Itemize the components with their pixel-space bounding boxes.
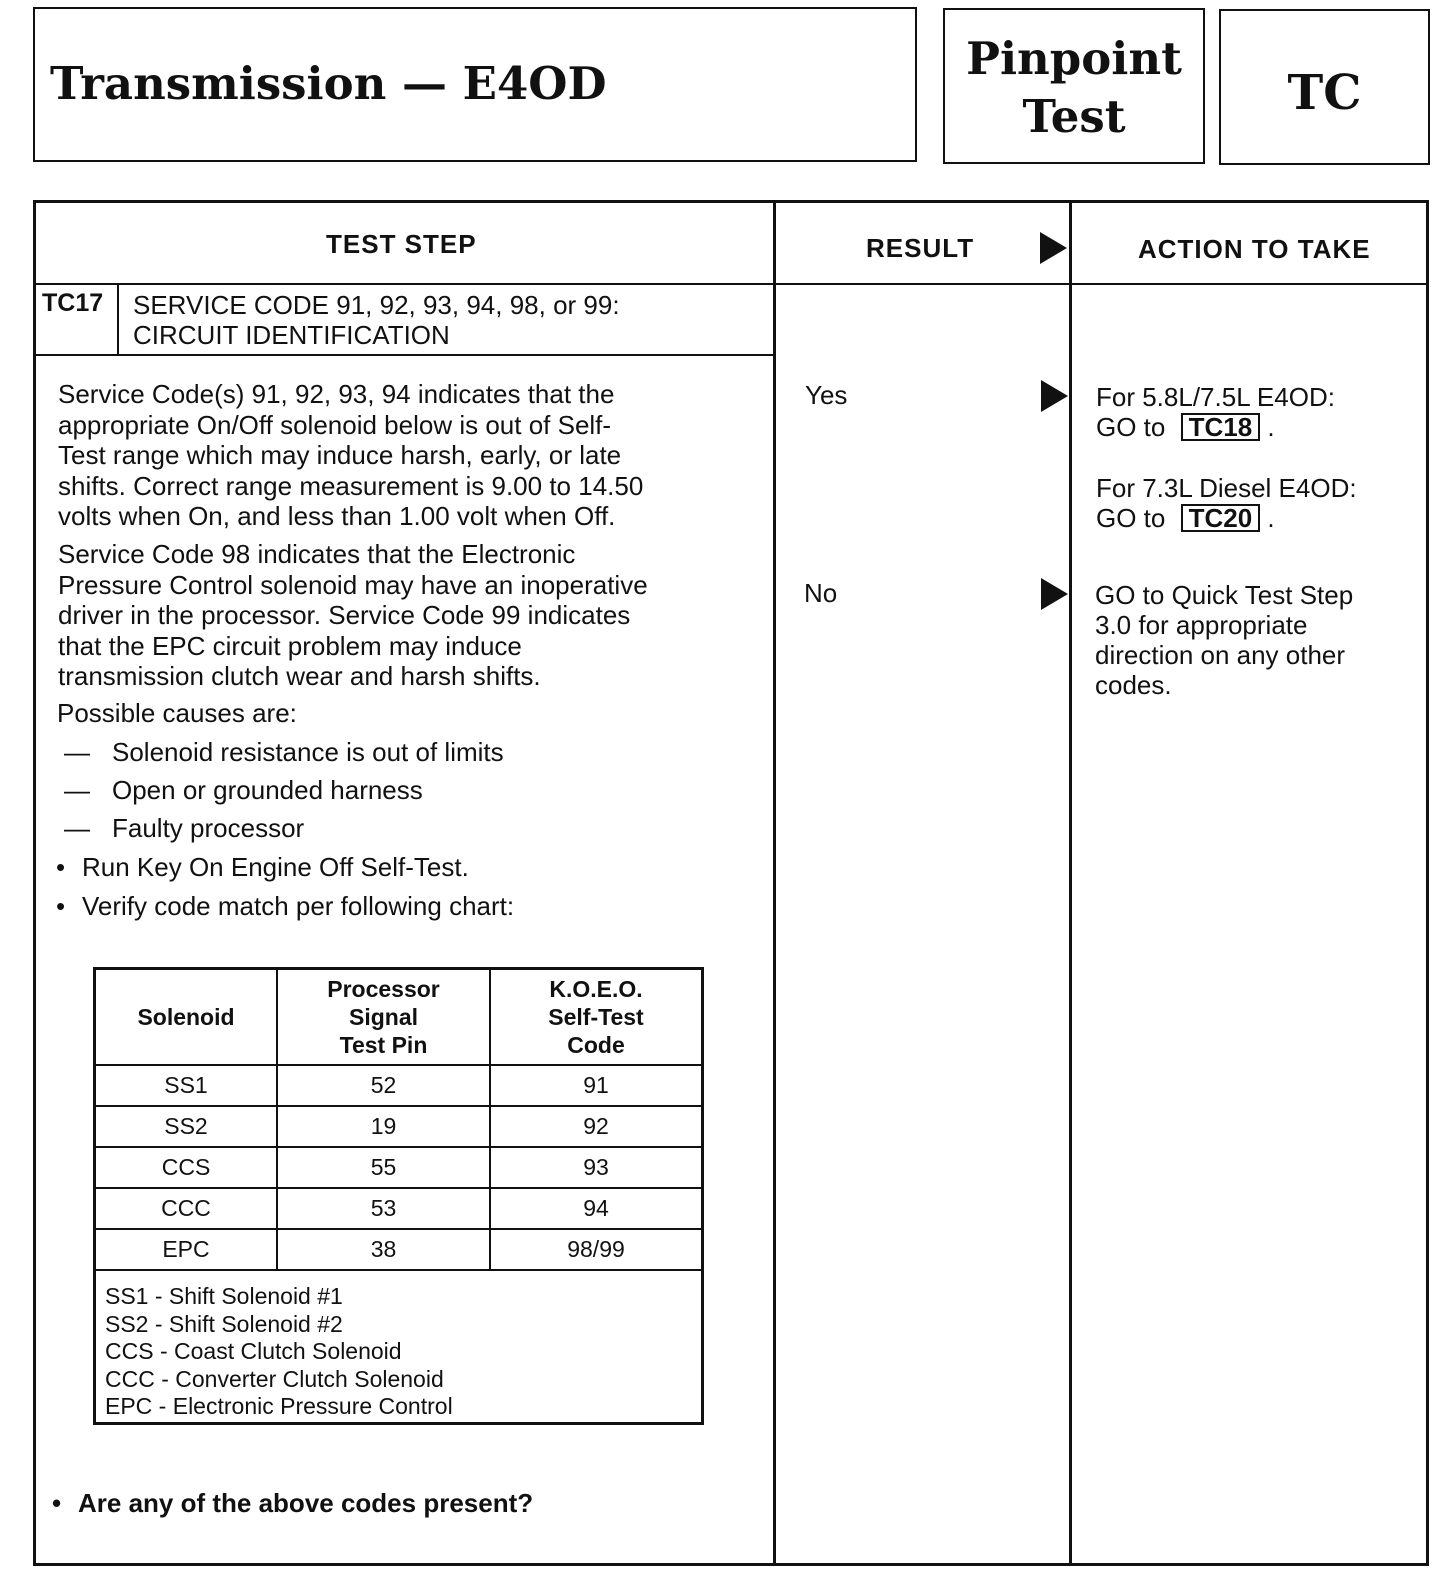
action-yes-1-text: For 5.8L/7.5L E4OD: [1096, 382, 1335, 412]
action-yes-2-text: For 7.3L Diesel E4OD: [1096, 473, 1357, 503]
para1-line: volts when On, and less than 1.00 volt when Off. [58, 501, 616, 531]
cause-item [64, 813, 304, 844]
header-line: Code [567, 1032, 625, 1058]
test-type-box [943, 8, 1205, 164]
para1-line: shifts. Correct range measurement is 9.00 to 14.50 [58, 470, 644, 501]
cell-code: 98/99 [490, 1229, 701, 1270]
cell-solenoid: SS2 [96, 1106, 277, 1147]
para2-line: Pressure Control solenoid may have an inoperative [58, 569, 648, 600]
legend-item: CCS - Coast Clutch Solenoid [105, 1338, 402, 1364]
para2-line: Service Code 98 indicates that the Electronic [58, 539, 576, 569]
col-header-test-pin [277, 970, 490, 1065]
step-id-divider [117, 285, 119, 354]
column-divider-result [773, 203, 776, 1563]
col-header-action: ACTION TO TAKE [1138, 234, 1371, 264]
chart-legend [105, 1283, 453, 1421]
cell-test-pin: 53 [277, 1188, 490, 1229]
table-header-row [96, 970, 701, 1065]
cell-test-pin: 55 [277, 1147, 490, 1188]
header-title-box [33, 7, 917, 162]
go-to-text: GO to [1096, 503, 1166, 533]
header-line: Signal [348, 1004, 418, 1030]
result-no: No [804, 578, 838, 608]
action-text: Run Key On Engine Off Self-Test. [82, 852, 469, 882]
action-no-line: codes. [1095, 670, 1172, 700]
header-row-divider [36, 283, 1426, 285]
legend-item: SS2 - Shift Solenoid #2 [105, 1310, 343, 1337]
column-divider-action [1069, 203, 1072, 1563]
description-paragraph-1 [58, 379, 738, 532]
section-code: TC [1287, 65, 1362, 121]
cause-text: Solenoid resistance is out of limits [112, 737, 504, 767]
cell-test-pin: 38 [277, 1229, 490, 1270]
step-id: TC17 [42, 289, 104, 317]
table-row [96, 1188, 701, 1229]
header-line: K.O.E.O. [549, 976, 643, 1002]
legend-item: EPC - Electronic Pressure Control [105, 1393, 453, 1419]
test-type-line2: Test [1022, 90, 1126, 143]
cause-text: Faulty processor [112, 813, 305, 843]
cell-test-pin: 19 [277, 1106, 490, 1147]
para2-line: that the EPC circuit problem may induce [58, 630, 522, 661]
page-title: Transmission — E4OD [50, 57, 607, 110]
col-header-result: RESULT [866, 233, 975, 263]
para2-line: transmission clutch wear and harsh shifts. [58, 661, 541, 691]
solenoid-code-chart [93, 967, 704, 1425]
cause-text: Open or grounded harness [112, 775, 423, 805]
action-no-line: 3.0 for appropriate [1095, 610, 1308, 640]
period: . [1267, 412, 1275, 442]
action-yes-1-go [1096, 412, 1275, 442]
tc18-link[interactable]: TC18 [1181, 413, 1261, 441]
action-no-line: direction on any other [1095, 640, 1346, 670]
cell-solenoid: SS1 [96, 1065, 277, 1106]
step-title-line2: CIRCUIT IDENTIFICATION [133, 320, 450, 350]
cell-code: 94 [490, 1188, 701, 1229]
table-row [96, 1147, 701, 1188]
tc20-link[interactable]: TC20 [1181, 504, 1261, 532]
para1-line: Test range which may induce harsh, early, or late [58, 440, 622, 470]
cause-item [64, 737, 504, 768]
action-bullet [56, 891, 514, 922]
cell-code: 93 [490, 1147, 701, 1188]
result-yes: Yes [805, 380, 848, 410]
bullet-icon: • [52, 1488, 62, 1518]
question-text: Are any of the above codes present? [78, 1488, 534, 1518]
bullet-icon: • [56, 891, 66, 921]
test-type-line1: Pinpoint [966, 32, 1182, 85]
header-line: Self-Test [548, 1004, 644, 1030]
section-code-box [1219, 9, 1430, 165]
result-no-arrow-icon [1041, 578, 1068, 610]
dash-icon: — [64, 813, 90, 843]
para2-line: driver in the processor. Service Code 99 indicates [58, 600, 631, 630]
para1-line: Service Code(s) 91, 92, 93, 94 indicates that the [58, 379, 615, 409]
table-row [96, 1229, 701, 1270]
col-header-test-step: TEST STEP [326, 229, 477, 259]
action-yes-2-go [1096, 503, 1275, 533]
cell-solenoid: EPC [96, 1229, 277, 1270]
step-title-divider [36, 354, 773, 356]
solenoid-table [96, 970, 701, 1271]
table-row [96, 1106, 701, 1147]
table-row [96, 1065, 701, 1106]
header-line: Processor [327, 976, 440, 1002]
header-line: Solenoid [137, 1004, 235, 1030]
action-no-line: GO to Quick Test Step [1095, 580, 1354, 610]
action-bullet [56, 852, 469, 883]
cell-solenoid: CCC [96, 1188, 277, 1229]
legend-item: CCC - Converter Clutch Solenoid [105, 1365, 444, 1392]
cell-code: 91 [490, 1065, 701, 1106]
cell-test-pin: 52 [277, 1065, 490, 1106]
period: . [1267, 503, 1275, 533]
result-yes-arrow-icon [1041, 380, 1068, 412]
bullet-icon: • [56, 852, 66, 882]
legend-item: SS1 - Shift Solenoid #1 [105, 1283, 343, 1309]
go-to-text: GO to [1096, 412, 1166, 442]
header-line: Test Pin [339, 1032, 428, 1058]
description-paragraph-2 [58, 539, 738, 692]
possible-causes-intro: Possible causes are: [57, 698, 297, 728]
result-arrow-icon [1040, 232, 1067, 264]
action-no-text [1095, 580, 1353, 700]
col-header-koeo-code [490, 970, 701, 1065]
dash-icon: — [64, 775, 90, 805]
cell-solenoid: CCS [96, 1147, 277, 1188]
question-bullet [52, 1488, 533, 1519]
para1-line: appropriate On/Off solenoid below is out of Self- [58, 409, 612, 440]
cause-item [64, 775, 423, 806]
col-header-solenoid [96, 970, 277, 1065]
step-title-line1: SERVICE CODE 91, 92, 93, 94, 98, or 99: [133, 290, 620, 320]
dash-icon: — [64, 737, 90, 767]
cell-code: 92 [490, 1106, 701, 1147]
action-text: Verify code match per following chart: [82, 891, 515, 921]
